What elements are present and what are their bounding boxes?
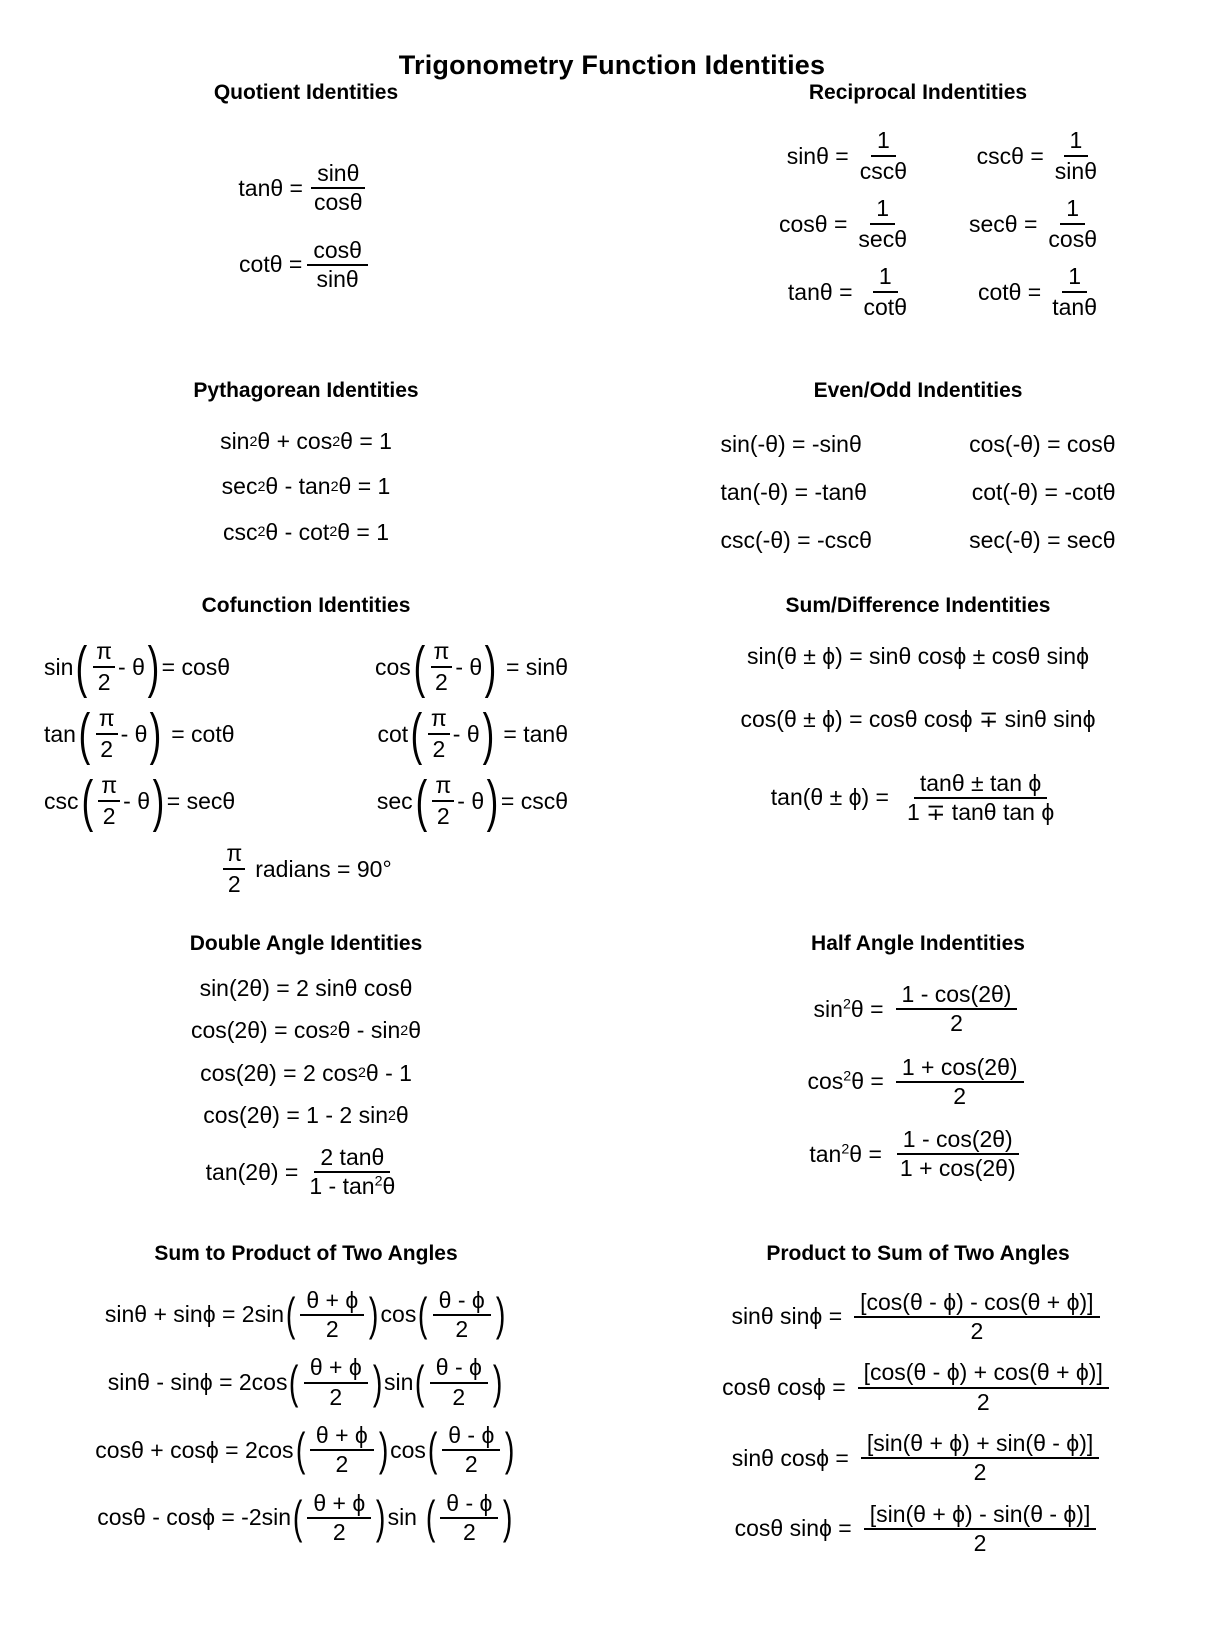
equation-part: θ + cos bbox=[257, 428, 333, 454]
equation-part: θ - cot bbox=[265, 518, 330, 545]
equation-lhs: tanθ = bbox=[238, 174, 303, 201]
fraction bbox=[307, 1491, 371, 1546]
fraction-numerator: cosθ bbox=[307, 238, 368, 266]
equation-sin-squared-half bbox=[612, 982, 1224, 1037]
reciprocal-row bbox=[612, 127, 1224, 185]
section-heading-pythagorean: Pythagorean Identities bbox=[193, 379, 419, 402]
equation-part: θ = 1 bbox=[337, 518, 390, 545]
equation-sin-sum-difference: sin(θ ± ϕ) = sinθ cosϕ ± cosθ sinϕ bbox=[747, 643, 1089, 669]
equation-cos-squared-half bbox=[612, 1055, 1224, 1110]
function-name: sin bbox=[44, 653, 74, 680]
equation-cos-plus-cos bbox=[0, 1423, 612, 1478]
right-paren: ) bbox=[484, 635, 497, 699]
equation-lhs: tan(θ ± ϕ) = bbox=[770, 784, 889, 811]
function-name: tan bbox=[44, 720, 76, 747]
equation-sec2-minus-tan2: sec 2 θ - tan 2 θ = 1 bbox=[221, 473, 391, 500]
fraction-numerator: π bbox=[96, 705, 118, 735]
fraction-numerator: 1 bbox=[871, 127, 896, 157]
equation-cos-even: cos(-θ) = cosθ bbox=[969, 431, 1116, 457]
fraction bbox=[98, 772, 120, 830]
pythagorean-equation-list bbox=[0, 429, 612, 545]
equation-cot-reciprocal bbox=[918, 263, 1108, 321]
equation-tan-quotient bbox=[0, 161, 612, 216]
right-paren: ) bbox=[376, 1490, 386, 1543]
section-reciprocal-identities bbox=[612, 81, 1224, 321]
fraction-denominator: 2 bbox=[102, 803, 116, 829]
fraction-denominator: cotθ bbox=[863, 294, 907, 320]
equation-lhs: secθ = bbox=[969, 210, 1038, 237]
fraction bbox=[308, 161, 369, 216]
section-row-5 bbox=[0, 1242, 1224, 1556]
left-paren: ( bbox=[289, 1355, 299, 1408]
equation-cos-double-c: cos(2θ) = 1 - 2 sin 2 θ bbox=[203, 1101, 409, 1128]
cofunction-row bbox=[0, 702, 612, 766]
equation-rhs: = tanθ bbox=[503, 720, 568, 747]
fraction bbox=[894, 1127, 1022, 1182]
right-paren: ) bbox=[152, 769, 165, 833]
equation-part: θ - 1 bbox=[365, 1059, 412, 1086]
section-row-3 bbox=[0, 594, 1224, 898]
fraction-numerator: θ - ϕ bbox=[433, 1288, 491, 1316]
right-paren: ) bbox=[505, 1423, 515, 1476]
section-sum-difference-identities bbox=[612, 594, 1224, 898]
equation-csc-odd: csc(-θ) = -cscθ bbox=[720, 527, 872, 553]
equation-part: θ bbox=[408, 1017, 421, 1044]
inner-term: - θ bbox=[118, 653, 145, 680]
equation-sec-even: sec(-θ) = secθ bbox=[969, 527, 1116, 553]
fraction bbox=[431, 638, 453, 696]
equation-lhs bbox=[814, 997, 884, 1022]
section-heading-sum-to-product: Sum to Product of Two Angles bbox=[154, 1241, 458, 1265]
left-paren: ( bbox=[427, 1423, 438, 1476]
equation-sin-times-sin bbox=[612, 1290, 1224, 1345]
section-row-2 bbox=[0, 379, 1224, 554]
fraction-denominator: 2 bbox=[325, 1316, 339, 1343]
left-paren: ( bbox=[78, 702, 91, 766]
fraction-numerator: 1 bbox=[1060, 195, 1085, 225]
function-name: sin bbox=[387, 1504, 417, 1531]
equation-lhs: cosθ + cosϕ = 2cos bbox=[95, 1436, 294, 1463]
quotient-equation-list bbox=[0, 161, 612, 292]
fraction-numerator: 1 bbox=[873, 263, 898, 293]
equation-rhs: = secθ bbox=[166, 787, 236, 814]
equation-part: θ = 1 bbox=[340, 428, 392, 454]
equation-lhs: sinθ cosϕ = bbox=[731, 1444, 849, 1471]
fraction-denominator: 2 bbox=[432, 736, 446, 762]
fraction-denominator: 2 bbox=[227, 871, 241, 897]
fraction-denominator: cosθ bbox=[1048, 226, 1097, 252]
fraction-numerator: θ - ϕ bbox=[440, 1491, 498, 1519]
left-paren: ( bbox=[75, 635, 88, 699]
equation-cot-odd: cot(-θ) = -cotθ bbox=[971, 479, 1116, 505]
section-row-4 bbox=[0, 932, 1224, 1200]
fraction-numerator: 1 bbox=[1062, 263, 1087, 293]
left-paren: ( bbox=[418, 1288, 428, 1341]
equation-rhs: = cosθ bbox=[161, 653, 231, 680]
fraction-denominator: sinθ bbox=[1054, 158, 1097, 184]
fraction bbox=[852, 195, 913, 253]
equation-part: cos(2θ) = cos bbox=[190, 1017, 330, 1044]
equation-part: θ = 1 bbox=[338, 473, 391, 500]
equation-lhs: sinθ + sinϕ = 2sin bbox=[104, 1301, 284, 1328]
fraction bbox=[93, 638, 115, 696]
fraction-denominator: 2 bbox=[455, 1316, 469, 1343]
equation-sin-reciprocal bbox=[728, 127, 918, 185]
inner-term: - θ bbox=[120, 720, 148, 747]
fraction-denominator: cscθ bbox=[859, 158, 907, 184]
function-name: cos bbox=[380, 1301, 417, 1328]
equation-part: θ = bbox=[851, 1068, 884, 1095]
equation-sin2-plus-cos2: sin 2 θ + cos 2 θ = 1 bbox=[220, 428, 392, 454]
right-paren: ) bbox=[369, 1288, 379, 1341]
equation-part: sin bbox=[220, 428, 250, 454]
equation-tan-odd: tan(-θ) = -tanθ bbox=[720, 479, 867, 505]
left-paren: ( bbox=[292, 1490, 303, 1543]
fraction bbox=[303, 1145, 401, 1200]
equation-csc-cofunction bbox=[44, 769, 306, 833]
exponent: 2 bbox=[842, 995, 851, 1012]
half-angle-equation-list bbox=[612, 982, 1224, 1182]
equation-cot-quotient bbox=[0, 238, 612, 293]
fraction-numerator: π bbox=[93, 638, 115, 668]
fraction bbox=[304, 1355, 368, 1410]
fraction bbox=[440, 1491, 498, 1546]
section-heading-even-odd: Even/Odd Indentities bbox=[813, 379, 1023, 402]
section-spacer bbox=[0, 898, 1224, 932]
fraction bbox=[96, 705, 118, 763]
cofunction-equation-grid bbox=[0, 635, 612, 898]
equation-lhs: cosθ - cosϕ = -2sin bbox=[97, 1504, 292, 1531]
equation-part: θ = bbox=[850, 995, 884, 1022]
section-spacer bbox=[0, 321, 1224, 379]
section-spacer bbox=[0, 1200, 1224, 1242]
function-name: sec bbox=[376, 787, 413, 814]
denominator-part: θ bbox=[382, 1173, 396, 1200]
fraction-denominator: 2 bbox=[462, 1518, 476, 1545]
section-heading-half-angle: Half Angle Indentities bbox=[811, 932, 1025, 955]
sum-to-product-equation-list bbox=[0, 1288, 612, 1545]
right-paren: ) bbox=[372, 1355, 383, 1408]
equation-tan-sum-difference bbox=[612, 771, 1224, 826]
section-quotient-identities bbox=[0, 81, 612, 321]
fraction-numerator: [sin(θ + ϕ) + sin(θ - ϕ)] bbox=[861, 1431, 1099, 1459]
fraction-denominator: 2 bbox=[436, 803, 450, 829]
section-pythagorean-identities bbox=[0, 379, 612, 554]
left-paren: ( bbox=[415, 769, 427, 833]
fraction bbox=[901, 771, 1060, 826]
section-half-angle-identities bbox=[612, 932, 1224, 1200]
fraction-denominator: 2 bbox=[332, 1518, 346, 1545]
equation-part: cos(2θ) = 1 - 2 sin bbox=[203, 1101, 388, 1128]
fraction-denominator: 1 + cos(2θ) bbox=[899, 1155, 1016, 1182]
fraction bbox=[310, 1423, 374, 1478]
fraction bbox=[896, 982, 1018, 1037]
fraction-numerator: 1 - cos(2θ) bbox=[896, 982, 1018, 1010]
fraction-numerator: θ + ϕ bbox=[307, 1491, 371, 1519]
fraction bbox=[858, 1360, 1109, 1415]
fraction-denominator: 2 bbox=[97, 669, 111, 695]
section-heading-reciprocal: Reciprocal Indentities bbox=[808, 81, 1028, 104]
fraction-numerator: tanθ ± tan ϕ bbox=[914, 771, 1047, 799]
equation-part: csc bbox=[222, 518, 258, 545]
reciprocal-equation-grid bbox=[612, 127, 1224, 321]
fraction bbox=[442, 1423, 500, 1478]
fraction-denominator: 2 bbox=[100, 736, 114, 762]
radian-note bbox=[0, 840, 612, 898]
equation-sin-double: sin(2θ) = 2 sinθ cosθ bbox=[199, 975, 413, 1001]
fraction bbox=[1046, 263, 1103, 321]
fraction bbox=[307, 238, 368, 293]
left-paren: ( bbox=[81, 769, 93, 833]
fraction bbox=[896, 1055, 1024, 1110]
equation-cos-sum-difference: cos(θ ± ϕ) = cosθ cosϕ ∓ sinθ sinϕ bbox=[740, 706, 1096, 733]
fraction bbox=[854, 1290, 1099, 1345]
fraction-denominator: 2 bbox=[976, 1388, 990, 1415]
equation-cos-minus-cos bbox=[0, 1491, 612, 1546]
left-paren: ( bbox=[415, 1355, 425, 1408]
equation-lhs bbox=[807, 1069, 883, 1094]
fraction-numerator: 2 tanθ bbox=[314, 1145, 390, 1173]
equation-lhs: cosθ sinϕ = bbox=[734, 1515, 852, 1542]
fraction-denominator: 2 bbox=[973, 1529, 987, 1556]
equation-cos-double-b: cos(2θ) = 2 cos 2 θ - 1 bbox=[200, 1059, 412, 1086]
equation-part: θ - tan bbox=[265, 473, 331, 500]
fraction-denominator: 2 bbox=[973, 1459, 987, 1486]
equation-part: θ = bbox=[849, 1140, 882, 1167]
left-paren: ( bbox=[285, 1288, 296, 1341]
even-odd-row bbox=[612, 431, 1224, 458]
fraction-numerator: π bbox=[431, 638, 453, 668]
equation-lhs: cotθ = bbox=[239, 251, 303, 278]
fraction-numerator: π bbox=[98, 772, 120, 802]
equation-tan-squared-half bbox=[612, 1127, 1224, 1182]
right-paren: ) bbox=[492, 1355, 503, 1408]
right-paren: ) bbox=[486, 769, 499, 833]
fraction-denominator: 2 bbox=[950, 1010, 963, 1037]
section-row-1 bbox=[0, 81, 1224, 321]
cofunction-row bbox=[0, 635, 612, 699]
fraction bbox=[433, 1288, 491, 1343]
equation-csc-reciprocal bbox=[918, 127, 1108, 185]
cofunction-row bbox=[0, 769, 612, 833]
section-heading-cofunction: Cofunction Identities bbox=[201, 594, 411, 617]
section-spacer bbox=[0, 554, 1224, 594]
radian-note-text: radians = 90° bbox=[255, 855, 392, 882]
right-paren: ) bbox=[378, 1423, 389, 1476]
equation-rhs: = cotθ bbox=[171, 720, 235, 747]
exponent: 2 bbox=[374, 1173, 383, 1190]
double-angle-equation-list bbox=[0, 976, 612, 1200]
denominator-part: 1 - tan bbox=[309, 1173, 375, 1200]
function-name: csc bbox=[44, 787, 79, 814]
equation-part: cos(2θ) = 2 cos bbox=[200, 1059, 358, 1086]
equation-lhs bbox=[809, 1142, 882, 1167]
right-paren: ) bbox=[495, 1288, 506, 1341]
reciprocal-row bbox=[612, 195, 1224, 253]
fraction bbox=[864, 1502, 1097, 1557]
equation-lhs: sinθ = bbox=[786, 142, 849, 169]
fraction-numerator: π bbox=[428, 705, 450, 735]
exponent: 2 bbox=[843, 1068, 852, 1085]
even-odd-row bbox=[612, 479, 1224, 506]
equation-cos-times-sin bbox=[612, 1502, 1224, 1557]
equation-cos-cofunction bbox=[306, 635, 568, 699]
fraction-numerator: 1 + cos(2θ) bbox=[896, 1055, 1024, 1083]
section-sum-to-product bbox=[0, 1242, 612, 1556]
inner-term: - θ bbox=[457, 787, 485, 814]
left-paren: ( bbox=[413, 635, 425, 699]
equation-csc2-minus-cot2: csc 2 θ - cot 2 θ = 1 bbox=[222, 518, 390, 545]
equation-lhs: cscθ = bbox=[976, 142, 1044, 169]
fraction bbox=[1049, 127, 1103, 185]
section-even-odd-identities bbox=[612, 379, 1224, 554]
fraction-numerator: [cos(θ - ϕ) - cos(θ + ϕ)] bbox=[854, 1290, 1099, 1318]
function-name: cot bbox=[377, 720, 409, 747]
left-paren: ( bbox=[425, 1490, 436, 1543]
inner-term: - θ bbox=[123, 787, 150, 814]
page-title: Trigonometry Function Identities bbox=[398, 50, 826, 80]
product-to-sum-equation-list bbox=[612, 1290, 1224, 1556]
equation-sin-minus-sin bbox=[0, 1355, 612, 1410]
reciprocal-row bbox=[612, 263, 1224, 321]
right-paren: ) bbox=[503, 1490, 513, 1543]
even-odd-row bbox=[612, 527, 1224, 554]
fraction-denominator: 2 bbox=[953, 1082, 967, 1109]
fraction-denominator: cosθ bbox=[314, 189, 363, 216]
fraction-numerator: θ + ϕ bbox=[310, 1423, 374, 1451]
fraction-numerator: [sin(θ + ϕ) - sin(θ - ϕ)] bbox=[864, 1502, 1097, 1530]
fraction bbox=[1042, 195, 1103, 253]
equation-sin-cofunction bbox=[44, 635, 306, 699]
fraction-denominator: sinθ bbox=[316, 265, 359, 292]
right-paren: ) bbox=[482, 702, 494, 766]
fraction-numerator: θ + ϕ bbox=[304, 1355, 368, 1383]
section-heading-product-to-sum: Product to Sum of Two Angles bbox=[766, 1241, 1070, 1265]
fraction-denominator: 2 bbox=[335, 1451, 349, 1478]
fraction-denominator: secθ bbox=[858, 226, 907, 252]
equation-lhs: tanθ = bbox=[787, 278, 853, 305]
fraction-numerator: θ + ϕ bbox=[300, 1288, 364, 1316]
function-name: cos bbox=[374, 653, 411, 680]
equation-sin-times-cos bbox=[612, 1431, 1224, 1486]
fraction-numerator: 1 bbox=[1064, 127, 1089, 157]
trig-identities-sheet bbox=[0, 50, 1224, 1556]
fraction-numerator: sinθ bbox=[311, 161, 365, 189]
fraction-denominator bbox=[303, 1173, 401, 1199]
fraction bbox=[428, 705, 450, 763]
right-paren: ) bbox=[147, 635, 160, 699]
inner-term: - θ bbox=[455, 653, 483, 680]
fraction bbox=[432, 772, 454, 830]
function-name: sin bbox=[813, 995, 843, 1022]
left-paren: ( bbox=[410, 702, 423, 766]
fraction bbox=[430, 1355, 488, 1410]
function-name: sin bbox=[384, 1369, 414, 1396]
equation-cos-reciprocal bbox=[728, 195, 918, 253]
even-odd-equation-grid bbox=[612, 431, 1224, 554]
fraction-denominator: 2 bbox=[435, 669, 448, 695]
equation-sin-odd: sin(-θ) = -sinθ bbox=[720, 431, 862, 457]
fraction bbox=[223, 840, 245, 898]
sum-difference-equation-list bbox=[612, 644, 1224, 825]
equation-part: θ bbox=[395, 1101, 409, 1128]
fraction bbox=[300, 1288, 364, 1343]
fraction-numerator: π bbox=[223, 840, 245, 870]
right-paren: ) bbox=[150, 702, 162, 766]
section-heading-double-angle: Double Angle Identities bbox=[189, 932, 423, 955]
equation-cot-cofunction bbox=[306, 702, 568, 766]
equation-sec-cofunction bbox=[306, 769, 568, 833]
fraction-numerator: 1 - cos(2θ) bbox=[897, 1127, 1019, 1155]
function-name: tan bbox=[809, 1140, 842, 1167]
fraction bbox=[858, 263, 913, 321]
fraction-denominator: 2 bbox=[329, 1383, 343, 1410]
equation-lhs: tan(2θ) = bbox=[205, 1158, 299, 1185]
equation-cos-double-a: cos(2θ) = cos 2 θ - sin 2 θ bbox=[190, 1017, 421, 1044]
fraction-numerator: 1 bbox=[870, 195, 895, 225]
section-heading-quotient: Quotient Identities bbox=[213, 81, 399, 104]
section-double-angle-identities bbox=[0, 932, 612, 1200]
fraction-denominator: 2 bbox=[970, 1318, 984, 1345]
exponent: 2 bbox=[841, 1141, 850, 1158]
equation-tan-cofunction bbox=[44, 702, 306, 766]
equation-lhs: sinθ sinϕ = bbox=[731, 1303, 843, 1330]
equation-sec-reciprocal bbox=[918, 195, 1108, 253]
equation-lhs: sinθ - sinϕ = 2cos bbox=[107, 1369, 288, 1396]
equation-lhs: cosθ cosϕ = bbox=[722, 1374, 846, 1401]
fraction-numerator: [cos(θ - ϕ) + cos(θ + ϕ)] bbox=[858, 1360, 1109, 1388]
equation-part: θ - sin bbox=[337, 1017, 401, 1044]
fraction-denominator: tanθ bbox=[1052, 294, 1097, 320]
function-name: cos bbox=[807, 1068, 844, 1095]
fraction bbox=[854, 127, 913, 185]
section-cofunction-identities bbox=[0, 594, 612, 898]
inner-term: - θ bbox=[452, 720, 480, 747]
equation-lhs: cosθ = bbox=[779, 210, 848, 237]
equation-cos-times-cos bbox=[612, 1360, 1224, 1415]
equation-lhs: cotθ = bbox=[977, 278, 1042, 305]
fraction-numerator: θ - ϕ bbox=[442, 1423, 500, 1451]
fraction-numerator: θ - ϕ bbox=[430, 1355, 488, 1383]
equation-sin-plus-sin bbox=[0, 1288, 612, 1343]
fraction-denominator: 2 bbox=[464, 1451, 478, 1478]
equation-part: sec bbox=[221, 473, 258, 500]
fraction-numerator: π bbox=[432, 772, 454, 802]
function-name: cos bbox=[390, 1436, 426, 1463]
equation-tan-double bbox=[0, 1145, 612, 1200]
fraction-denominator: 2 bbox=[452, 1383, 466, 1410]
left-paren: ( bbox=[295, 1423, 305, 1476]
equation-rhs: = cscθ bbox=[500, 787, 568, 814]
equation-rhs: = sinθ bbox=[505, 653, 568, 680]
fraction-denominator: 1 ∓ tanθ tan ϕ bbox=[906, 798, 1055, 825]
fraction bbox=[861, 1431, 1099, 1486]
section-product-to-sum bbox=[612, 1242, 1224, 1556]
section-heading-sum-difference: Sum/Difference Indentities bbox=[785, 594, 1051, 617]
equation-tan-reciprocal bbox=[728, 263, 918, 321]
